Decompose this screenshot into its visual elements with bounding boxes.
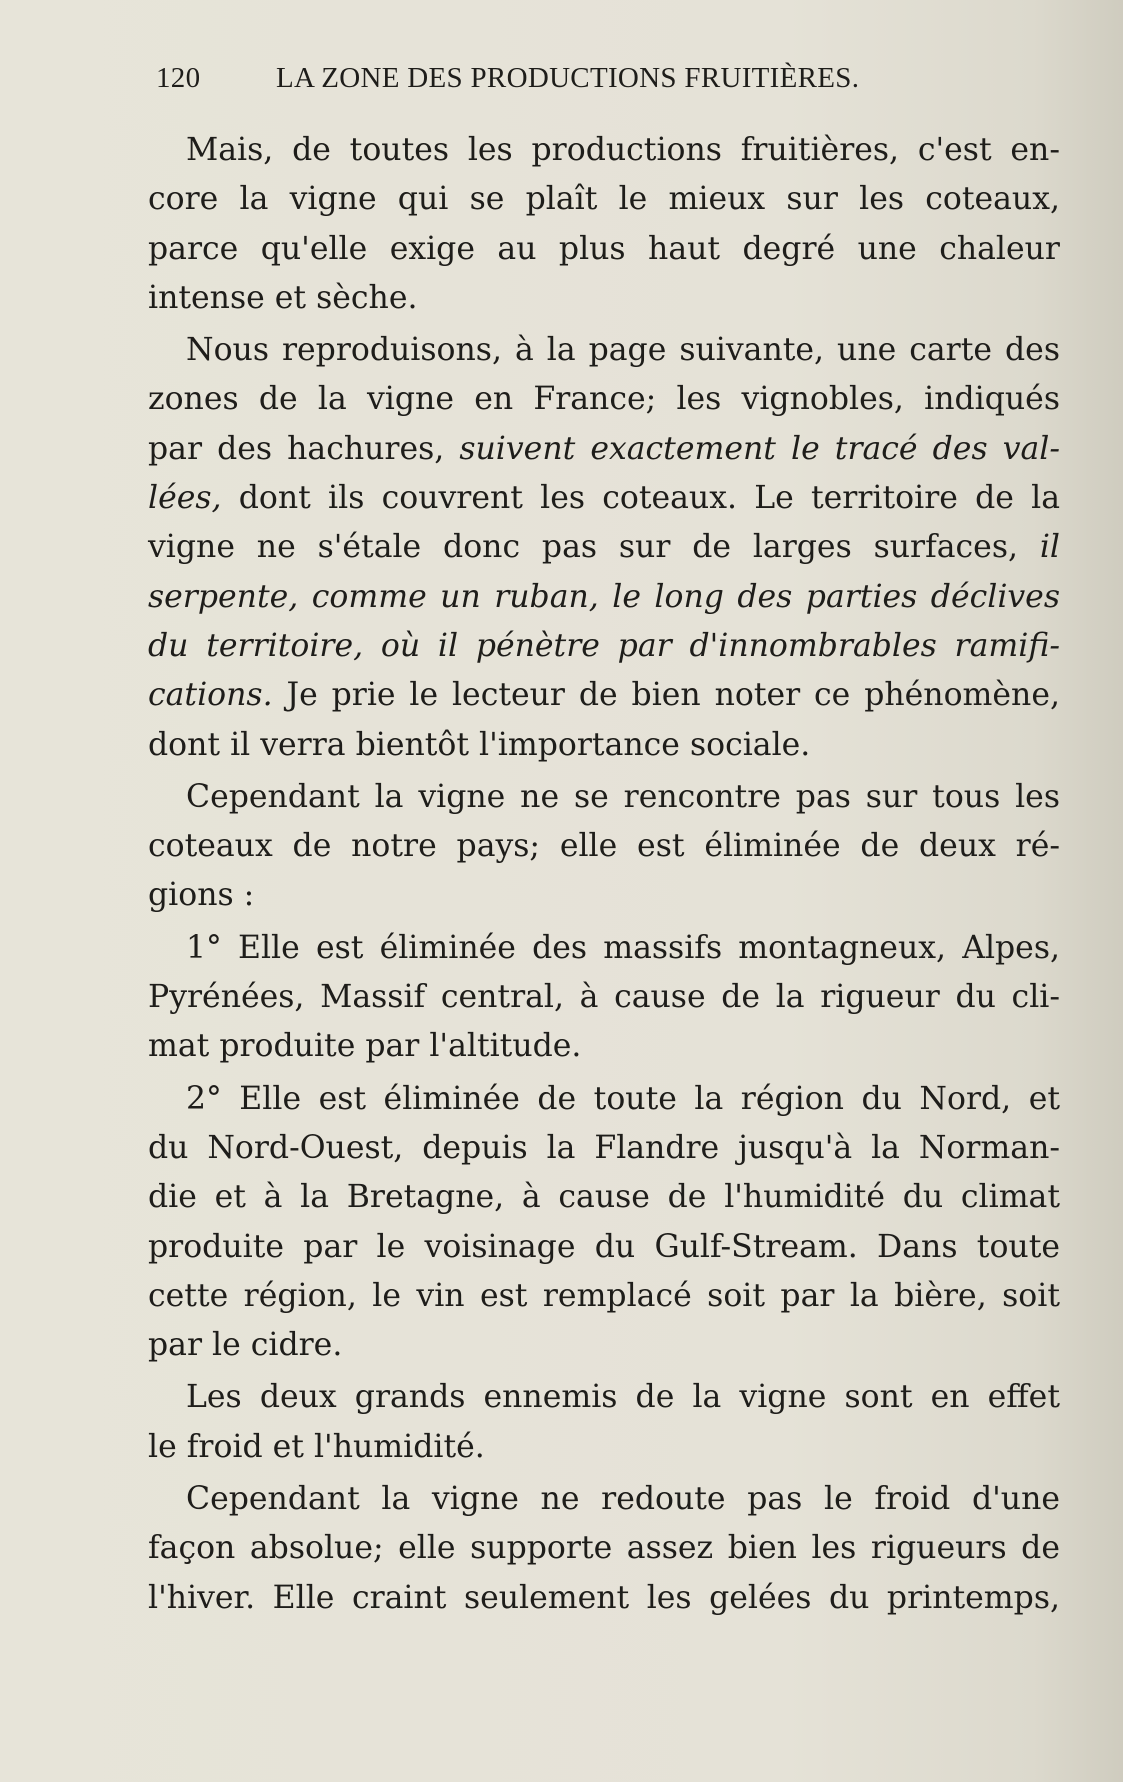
text-line: Cependant la vigne ne se rencontre pas sur tous les [186,778,1060,815]
text-line: zones de la vigne en France; les vignobles, indiqués [148,381,1060,418]
page-number: 120 [156,62,201,94]
text-line: cette région, le vin est remplacé soit par la bière, soit [148,1277,1060,1314]
text-line: produite par le voisinage du Gulf-Stream. Dans toute [148,1228,1060,1265]
text-line: façon absolue; elle supporte assez bien les rigueurs de [148,1530,1060,1567]
text-run: dont ils couvrent les coteaux. Le territoire de la [221,480,1060,517]
text-line [148,474,1060,523]
running-head [156,62,956,98]
paragraph-1 [148,126,1060,323]
italic-text-run: cations. [148,677,273,714]
italic-text-run: suivent exactement le tracé des val- [459,430,1060,467]
text-line: intense et sèche. [148,279,418,316]
text-line: Nous reproduisons, à la page suivante, une carte des [186,332,1060,369]
text-line: mat produite par l'altitude. [148,1028,582,1065]
text-run: par des hachures, [148,430,460,467]
text-line [148,425,1060,474]
text-line: parce qu'elle exige au plus haut degré une chaleur [148,230,1060,267]
paragraph-2 [148,326,1060,770]
text-line: coteaux de notre pays; elle est éliminée de deux ré- [148,828,1060,865]
text-line: le froid et l'humidité. [148,1428,485,1465]
text-line: core la vigne qui se plaît le mieux sur les coteaux, [148,181,1060,218]
text-run: vigne ne s'étale donc pas sur de larges surfaces, [148,529,1040,566]
paragraph-3 [148,773,1060,921]
text-line: die et à la Bretagne, à cause de l'humidité du climat [148,1179,1060,1216]
italic-text-run: il [1039,529,1060,566]
text-line: Pyrénées, Massif central, à cause de la rigueur du cli- [148,979,1060,1016]
text-line [148,523,1060,572]
running-title: LA ZONE DES PRODUCTIONS FRUITIÈRES. [276,62,860,94]
text-line: Mais, de toutes les productions fruitières, c'est en- [186,132,1060,168]
text-line: 2° Elle est éliminée de toute la région du Nord, et [186,1080,1060,1117]
paragraph-5 [148,1075,1060,1371]
text-line [148,671,1060,720]
text-line: gions : [148,877,255,914]
paragraph-7 [148,1475,1060,1623]
text-line: dont il verra bientôt l'importance sociale. [148,726,811,763]
text-run: Je prie le lecteur de bien noter ce phénomène, [272,677,1060,714]
text-line: 1° Elle est éliminée des massifs montagneux, Alpes, [186,929,1060,966]
text-line: par le cidre. [148,1327,343,1364]
paragraph-4 [148,924,1060,1072]
italic-text-line: du territoire, où il pénètre par d'innombrables ramifi- [148,627,1060,664]
text-line: Les deux grands ennemis de la vigne sont en effet [186,1379,1060,1416]
text-line: Cependant la vigne ne redoute pas le froid d'une [186,1481,1060,1518]
text-body [148,126,1060,1626]
italic-text-run: lées, [148,480,222,517]
text-line: l'hiver. Elle craint seulement les gelées du printemps, [148,1579,1060,1616]
italic-text-line: serpente, comme un ruban, le long des parties déclives [148,578,1060,615]
text-line: du Nord-Ouest, depuis la Flandre jusqu'à la Norman- [148,1129,1060,1166]
paragraph-6 [148,1373,1060,1472]
